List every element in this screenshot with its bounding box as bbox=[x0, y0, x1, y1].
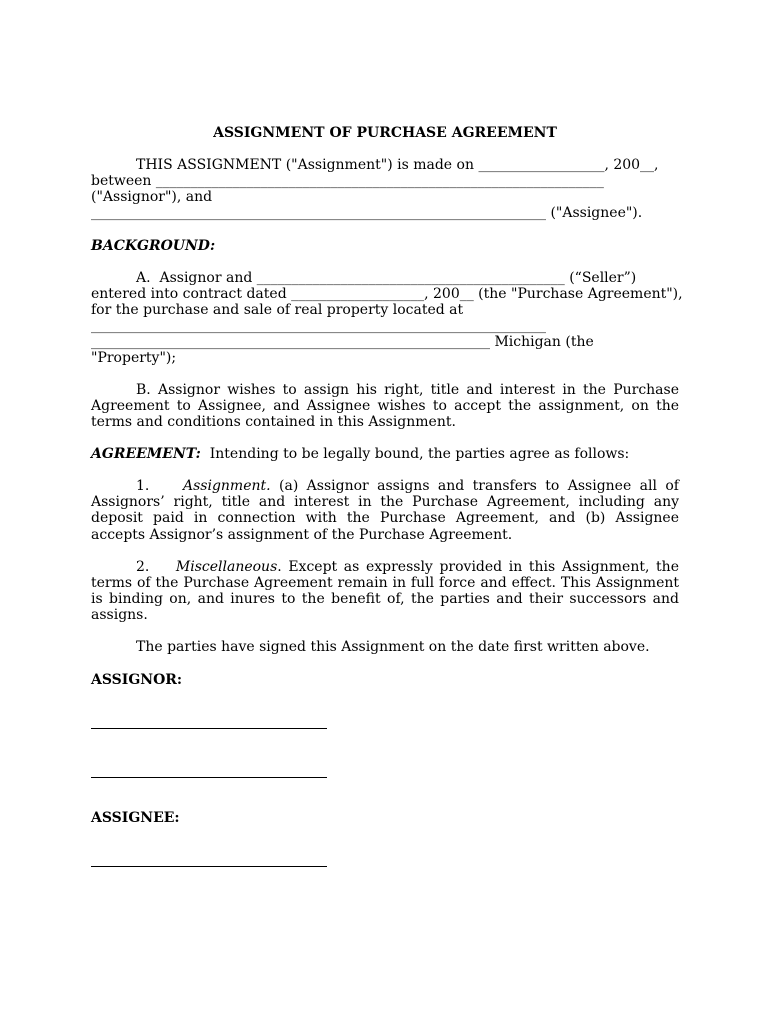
recital-a-line-6: "Property"); bbox=[91, 350, 177, 366]
agreement-lead: Intending to be legally bound, the parties agree as follows: bbox=[200, 446, 630, 463]
intro-line-4: _________________________________________________________________ ("Assignee"). bbox=[91, 205, 643, 221]
clause-2 bbox=[91, 559, 679, 623]
recital-a-line-5: _________________________________________________________ Michigan (the bbox=[91, 334, 594, 350]
intro-line-2: between ________________________________________________________________ bbox=[91, 173, 604, 189]
assignor-label: ASSIGNOR: bbox=[91, 672, 183, 689]
intro-line-3: ("Assignor"), and bbox=[91, 189, 213, 205]
agreement-intro bbox=[91, 446, 679, 462]
clause-2-text: . Except as expressly provided in this Assignment, the terms of the Purchase Agreement remain in full force and effect. This Assignment is binding on, and inures to the benefit of, the parties and their successors and assigns. bbox=[91, 558, 679, 623]
recital-a bbox=[91, 270, 683, 366]
background-heading: BACKGROUND: bbox=[91, 238, 216, 254]
recital-a-line-3: for the purchase and sale of real property located at bbox=[91, 302, 464, 318]
agreement-heading: AGREEMENT: bbox=[91, 446, 201, 463]
recital-a-line-1: A. Assignor and ____________________________________________ (“Seller”) bbox=[136, 270, 637, 286]
clause-1-text: (a) Assignor assigns and transfers to Assignee all of Assignors’ right, title and interest in the Purchase Agreement, including any deposit paid in connection with the Purchase Agreement, and (b) Assignee accepts Assignor’s assignment of the Purchase Agreement. bbox=[91, 478, 679, 543]
document-body bbox=[91, 124, 683, 867]
clause-1-number: 1. bbox=[136, 478, 183, 495]
assignee-label: ASSIGNEE: bbox=[91, 810, 180, 827]
recital-a-line-4: _________________________________________________________________ bbox=[91, 318, 546, 334]
clause-1-title: Assignment. bbox=[183, 478, 271, 495]
document-title: ASSIGNMENT OF PURCHASE AGREEMENT bbox=[213, 125, 557, 141]
recital-b: B. Assignor wishes to assign his right, title and interest in the Purchase Agreement to Assignee, and Assignee wishes to accept the assignment, on the terms and conditions contained in this Assignment. bbox=[91, 382, 679, 431]
clause-1 bbox=[91, 478, 679, 542]
recital-a-line-2: entered into contract dated ___________________, 200__ (the "Purchase Agreement"), bbox=[91, 286, 683, 302]
assignor-signature-line-2 bbox=[91, 777, 327, 778]
assignor-signature-line-1 bbox=[91, 728, 327, 729]
intro-line-1: THIS ASSIGNMENT ("Assignment") is made on __________________, 200__, bbox=[136, 157, 659, 173]
clause-2-title: Miscellaneous bbox=[175, 558, 278, 575]
assignee-signature-line bbox=[91, 866, 327, 867]
closing-statement: The parties have signed this Assignment on the date first written above. bbox=[136, 639, 650, 656]
clause-2-number: 2. bbox=[136, 558, 176, 575]
intro-section bbox=[91, 157, 679, 221]
